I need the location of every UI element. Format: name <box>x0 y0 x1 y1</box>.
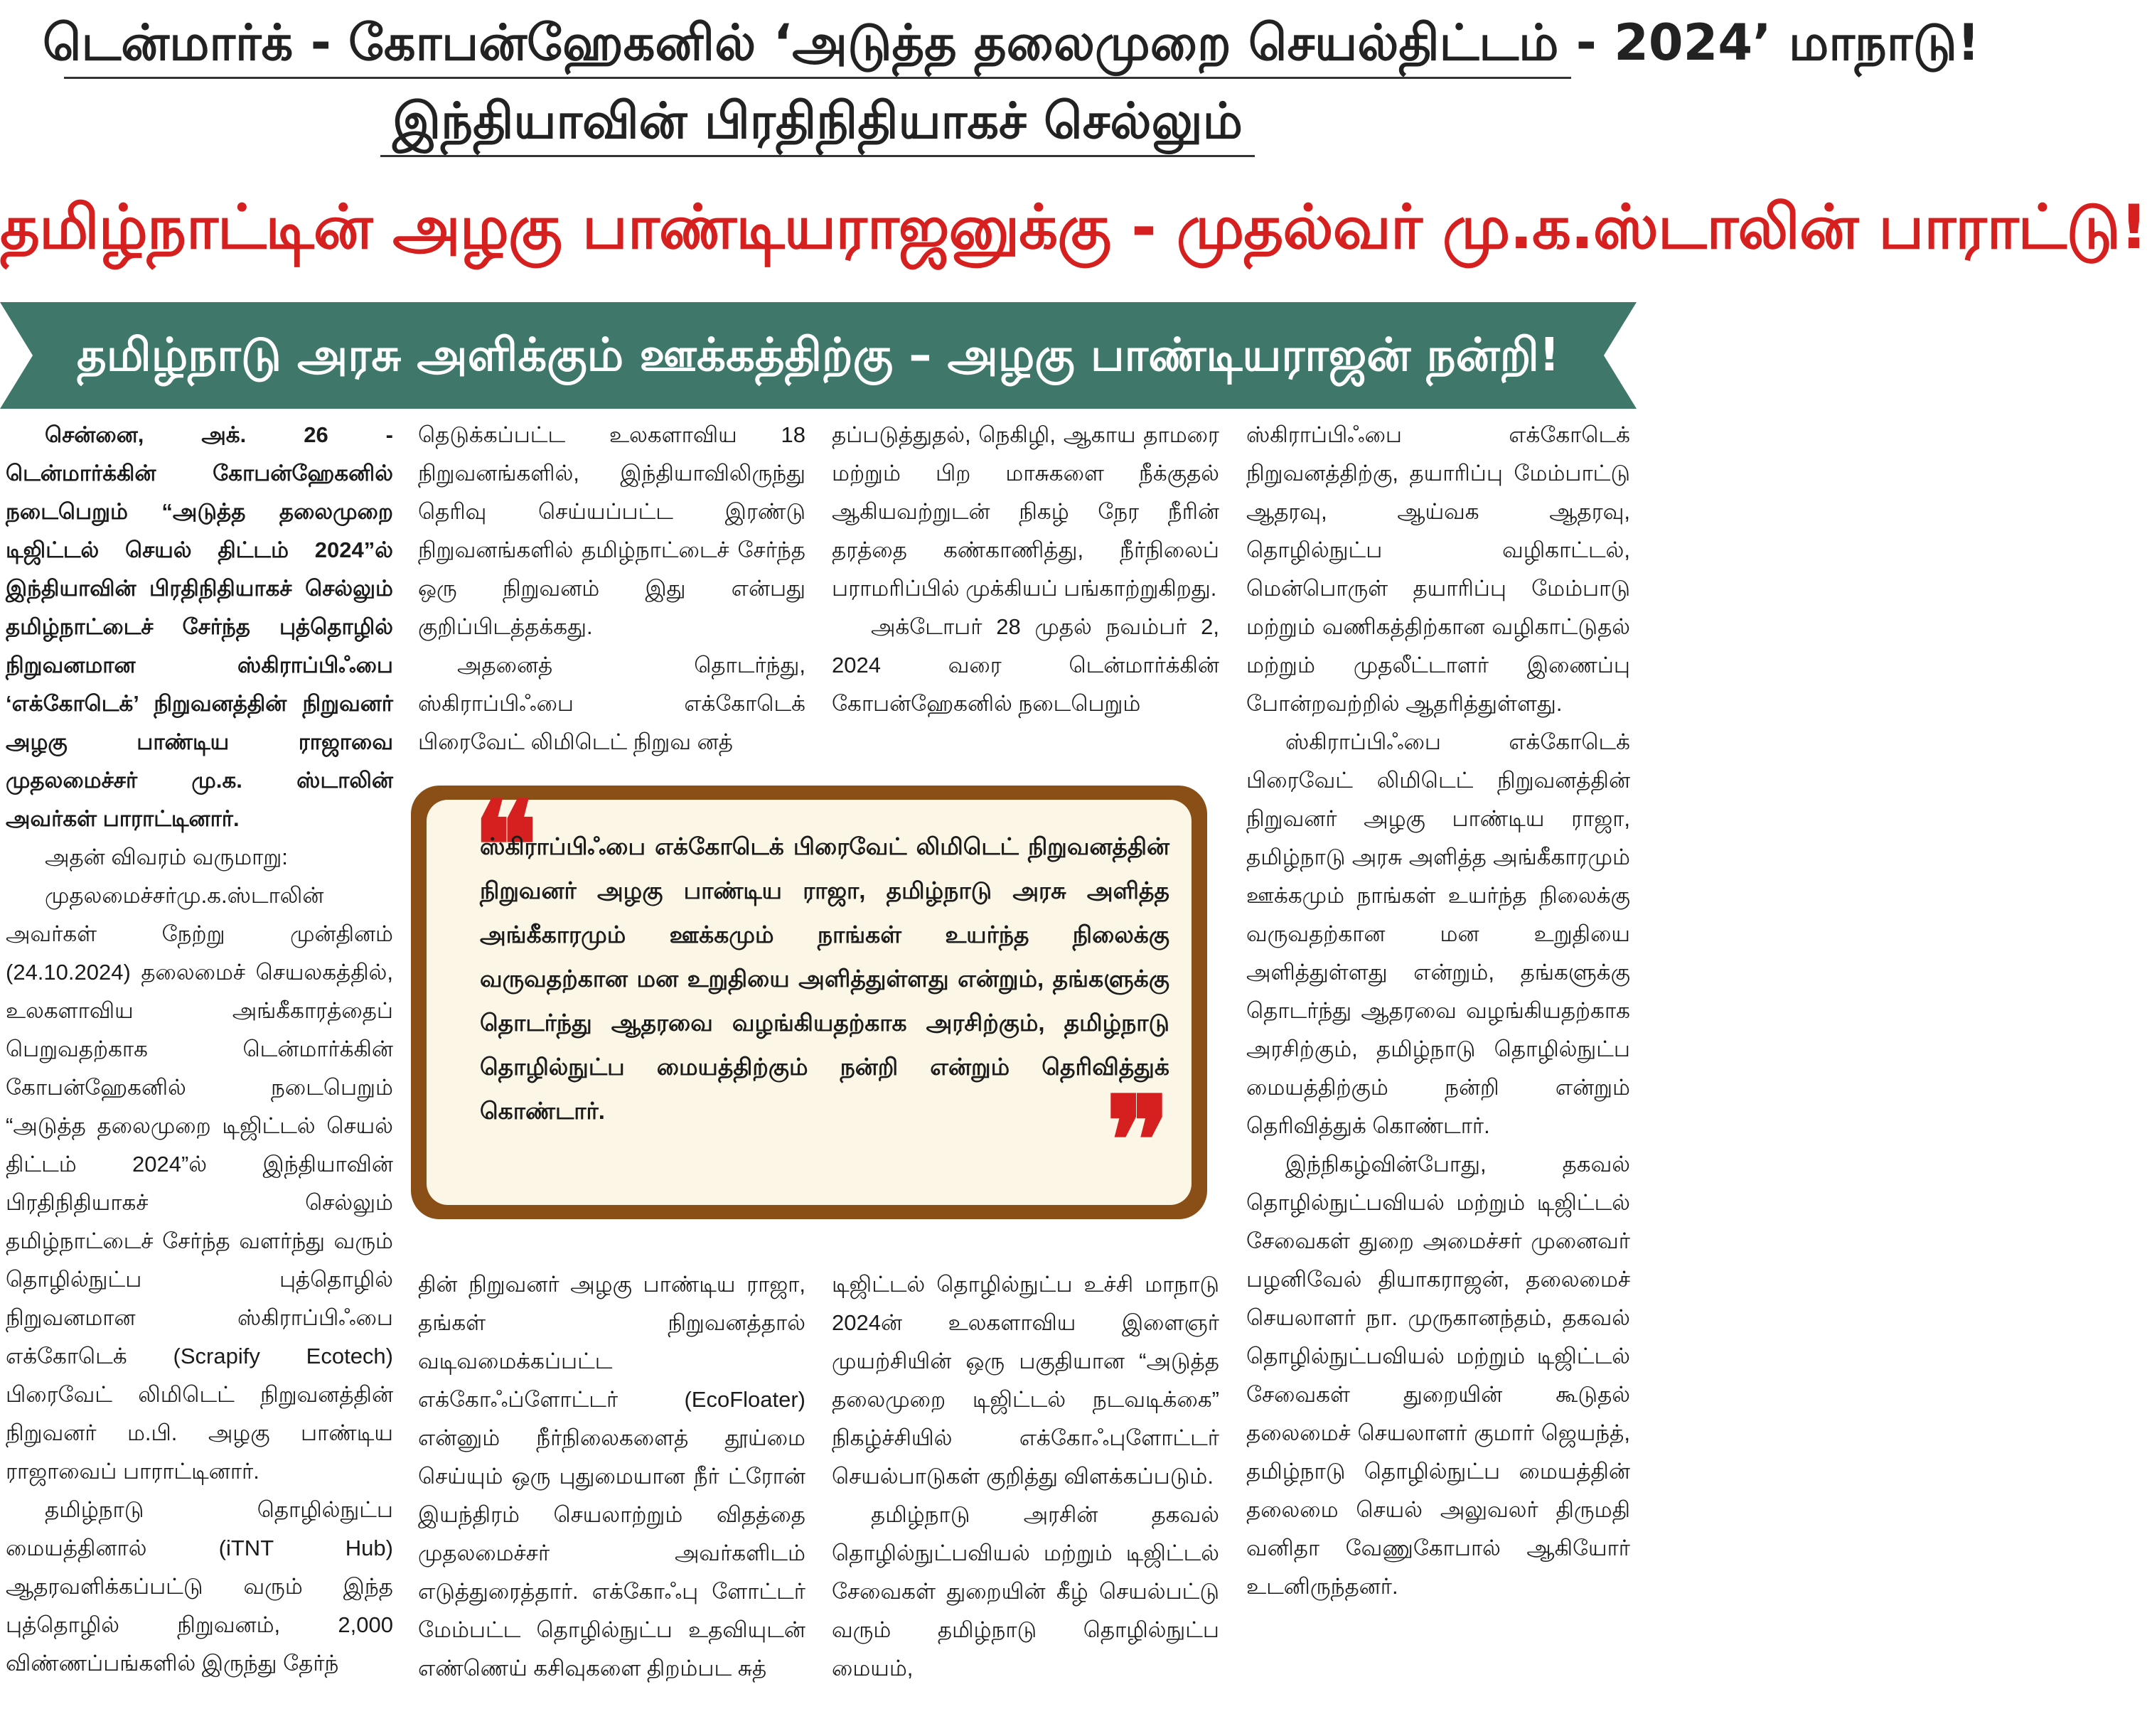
paragraph: இந்நிகழ்வின்போது, தகவல் தொழில்நுட்பவியல் மற்றும் டிஜிட்டல் சேவைகள் துறை அமைச்சர் முனைவர் பழனிவேல் தியாகராஜன், தலைமைச் செயலாளர் நா. முருகானந்தம், தகவல் தொழில்நுட்பவியல் மற்றும் டிஜிட்டல் சேவைகள் துறையின் கூடுதல் தலைமைச் செயலாளர் குமார் ஜெயந்த், தமிழ்நாடு தொழில்நுட்ப மையத்தின் தலைமை செயல் அலுவலர் திருமதி வனிதா வேணுகோபால் ஆகியோர் உடனிருந்தனர். <box>1246 1152 1630 1599</box>
close-quote-icon: ❞ <box>1105 1070 1171 1212</box>
paragraph: தின் நிறுவனர் அழகு பாண்டிய ராஜா, தங்கள் நிறுவனத்தால் வடிவமைக்கப்பட்ட எக்கோஃப்ளோட்டர் (EcoFloater) என்னும் நீர்நிலைகளைத் தூய்மை செய்யும் ஒரு புதுமையான நீர் ட்ரோன் இயந்திரம் செயலாற்றும் விதத்தை முதலமைச்சர் அவர்களிடம் எடுத்துரைத்தார். எக்கோஃபு ளோட்டர் மேம்பட்ட தொழில்நுட்ப உதவியுடன் எண்ணெய் கசிவுகளை திறம்பட சுத் <box>418 1272 805 1681</box>
article-column-2-top <box>418 416 805 761</box>
article-column-3-top <box>832 416 1219 723</box>
article-column-4 <box>1246 416 1630 1606</box>
article-column-1 <box>6 416 393 1683</box>
paragraph: தெடுக்கப்பட்ட உலகளாவிய 18 நிறுவனங்களில், இந்தியாவிலிருந்து தெரிவு செய்யப்பட்ட இரண்டு நிறுவனங்களில் தமிழ்நாட்டைச் சேர்ந்த ஒரு நிறுவனம் இது என்பது குறிப்பிடத்தக்கது. <box>418 422 805 639</box>
paragraph: தமிழ்நாடு அரசின் தகவல் தொழில்நுட்பவியல் மற்றும் டிஜிட்டல் சேவைகள் துறையின் கீழ் செயல்பட்டு வரும் தமிழ்நாடு தொழில்நுட்ப மையம், <box>832 1502 1219 1681</box>
paragraph: ஸ்கிராப்பிஃபை எக்கோடெக் நிறுவனத்திற்கு, தயாரிப்பு மேம்பாட்டு ஆதரவு, ஆய்வக ஆதரவு, தொழில்நுட்ப வழிகாட்டல், மென்பொருள் தயாரிப்பு மேம்பாடு மற்றும் வணிகத்திற்கான வழிகாட்டுதல் மற்றும் முதலீட்டாளர் இணைப்பு போன்றவற்றில் ஆதரித்துள்ளது. <box>1246 422 1630 716</box>
subheadline-text: தமிழ்நாடு அரசு அளிக்கும் ஊக்கத்திற்கு – அழகு பாண்டியராஜன் நன்றி! <box>77 329 1560 382</box>
paragraph: அதனைத் தொடர்ந்து, ஸ்கிராப்பிஃபை எக்கோடெக் பிரைவேட் லிமிடெட் நிறுவ னத் <box>418 653 805 754</box>
kicker-rule-2 <box>380 155 1255 157</box>
kicker-line-1: டென்மார்க் - கோபன்ஹேகனில் ‘அடுத்த தலைமுறை செயல்திட்டம் - 2024’ மாநாடு! <box>43 14 1980 72</box>
open-quote-icon: ❝ <box>473 775 538 917</box>
paragraph: முதலமைச்சர்மு.க.ஸ்டாலின் அவர்கள் நேற்று முன்தினம் (24.10.2024) தலைமைச் செயலகத்தில், உலகளாவிய அங்கீகாரத்தைப் பெறுவதற்காக டென்மார்க்கின் கோபன்ஹேகனில் நடைபெறும் “அடுத்த தலைமுறை டிஜிட்டல் செயல் திட்டம் 2024”ல் இந்தியாவின் பிரதிநிதியாகச் செல்லும் தமிழ்நாட்டைச் சேர்ந்த வளர்ந்து வரும் தொழில்நுட்ப புத்தொழில் நிறுவனமான ஸ்கிராப்பிஃபை எக்கோடெக் (Scrapify Ecotech) பிரைவேட் லிமிடெட் நிறுவனத்தின் நிறுவனர் ம.பி. அழகு பாண்டிய ராஜாவைப் பாராட்டினார். <box>6 883 393 1484</box>
kicker-line-2: இந்தியாவின் பிரதிநிதியாகச் செல்லும் <box>392 92 1243 150</box>
paragraph: தமிழ்நாடு தொழில்நுட்ப மையத்தினால் (iTNT Hub) ஆதரவளிக்கப்பட்டு வரும் இந்த புத்தொழில் நிறுவனம், 2,000 விண்ணப்பங்களில் இருந்து தேர்ந் <box>6 1497 393 1676</box>
kicker-rule-1 <box>64 77 1571 79</box>
article-column-3-bottom <box>832 1265 1219 1688</box>
paragraph: தப்படுத்துதல், நெகிழி, ஆகாய தாமரை மற்றும் பிற மாசுகளை நீக்குதல் ஆகியவற்றுடன் நிகழ் நேர நீரின் தரத்தை கண்காணித்து, நீர்நிலைப் பராமரிப்பில் முக்கியப் பங்காற்றுகிறது. <box>832 422 1219 601</box>
paragraph: அக்டோபர் 28 முதல் நவம்பர் 2, 2024 வரை டென்மார்க்கின் கோபன்ஹேகனில் நடைபெறும் <box>832 614 1219 716</box>
article-column-2-bottom <box>418 1265 805 1688</box>
paragraph: அதன் விவரம் வருமாறு: <box>45 845 288 869</box>
pullquote-text: ஸ்கிராப்பிஃபை எக்கோடெக் பிரைவேட் லிமிடெட் நிறுவனத்தின் நிறுவனர் அழகு பாண்டிய ராஜா, தமிழ்நாடு அரசு அளித்த அங்கீகாரமும் ஊக்கமும் நாங்கள் உயர்ந்த நிலைக்கு வருவதற்கான மன உறுதியை அளித்துள்ளது என்றும், தங்களுக்கு தொடர்ந்து ஆதரவை வழங்கியதற்காக அரசிற்கும், தமிழ்நாடு தொழில்நுட்ப மையத்திற்கும் நன்றி என்றும் தெரிவித்துக் கொண்டார். <box>480 833 1169 1124</box>
lead-paragraph: சென்னை, அக். 26 - டென்மார்க்கின் கோபன்ஹேகனில் நடைபெறும் “அடுத்த தலைமுறை டிஜிட்டல் செயல் திட்டம் 2024”ல் இந்தியாவின் பிரதிநிதியாகச் செல்லும் தமிழ்நாட்டைச் சேர்ந்த புத்தொழில் நிறுவனமான ஸ்கிராப்பிஃபை ‘எக்கோடெக்’ நிறுவனத்தின் நிறுவனர் அழகு பாண்டிய ராஜாவை முதலமைச்சர் மு.க. ஸ்டாலின் அவர்கள் பாராட்டினார். <box>6 422 393 831</box>
paragraph: ஸ்கிராப்பிஃபை எக்கோடெக் பிரைவேட் லிமிடெட் நிறுவனத்தின் நிறுவனர் அழகு பாண்டிய ராஜா, தமிழ்நாடு அரசு அளித்த அங்கீகாரமும் ஊக்கமும் நாங்கள் உயர்ந்த நிலைக்கு வருவதற்கான மன உறுதியை அளித்துள்ளது என்றும், தங்களுக்கு தொடர்ந்து ஆதரவை வழங்கியதற்காக அரசிற்கும், தமிழ்நாடு தொழில்நுட்ப மையத்திற்கும் நன்றி என்றும் தெரிவித்துக் கொண்டார். <box>1246 729 1630 1138</box>
main-headline: தமிழ்நாட்டின் அழகு பாண்டியராஜனுக்கு - முதல்வர் மு.க.ஸ்டாலின் பாராட்டு! <box>0 192 2147 263</box>
paragraph: டிஜிட்டல் தொழில்நுட்ப உச்சி மாநாடு 2024ன் உலகளாவிய இளைஞர் முயற்சியின் ஒரு பகுதியான “அடுத்த தலைமுறை டிஜிட்டல் நடவடிக்கை” நிகழ்ச்சியில் எக்கோஃபுளோட்டர் செயல்பாடுகள் குறித்து விளக்கப்படும். <box>832 1272 1219 1489</box>
